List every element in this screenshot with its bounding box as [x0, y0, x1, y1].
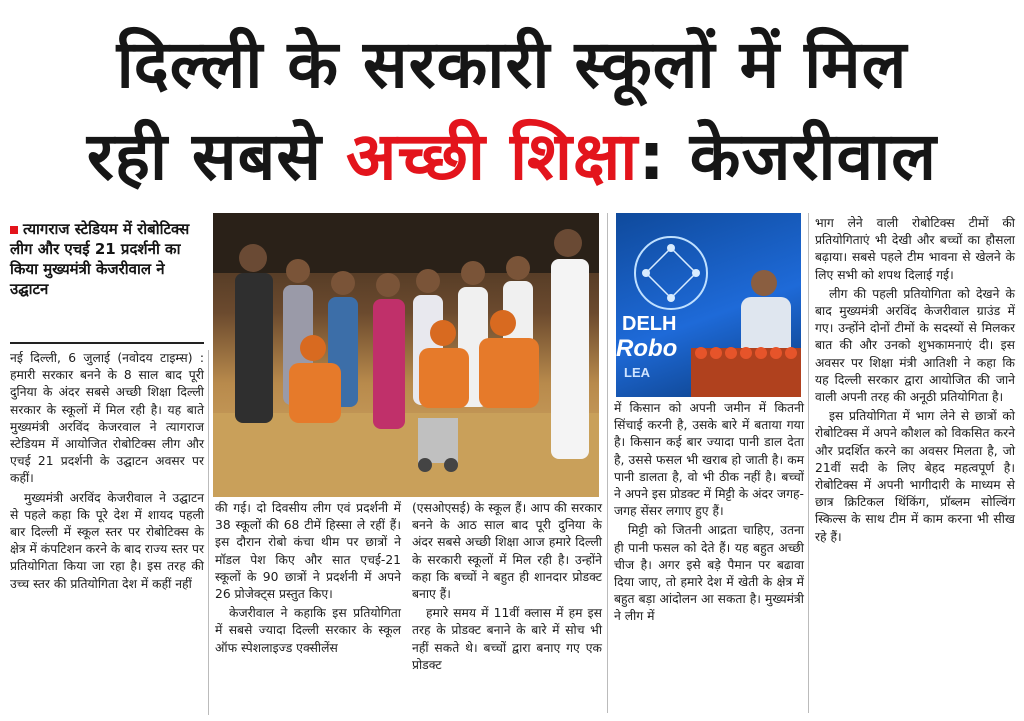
- headline-part-a: रही सबसे: [86, 118, 346, 195]
- subheading: [10, 219, 204, 299]
- paragraph: इस प्रतियोगिता में भाग लेने से छात्रों को रोबोटिक्स में अपने कौशल को विकसित करने और प्रदर्शित करने का अवसर मिलता है, जो 21वीं सदी के लिए बेहद महत्वपूर्ण है। रोबोटिक्स में अपनी भागीदारी के माध्यम से छात्र क्रिटिकल थिंकिंग, प्रॉब्लम सोल्विंग स्किल्स के साथ टीम में काम करना भी सीख रहे हैं।: [815, 409, 1015, 544]
- red-square-icon: [10, 226, 18, 234]
- column-separator: [808, 213, 809, 713]
- article-column-2: [215, 500, 401, 718]
- column-separator: [208, 350, 209, 715]
- headline-line-1: दिल्ली के सरकारी स्कूलों में मिल: [116, 26, 908, 103]
- photo-cm-speaking: [616, 213, 801, 397]
- paragraph: हमारे समय में 11वीं क्लास में हम इस तरह के प्रोडक्ट बनाने के बारे में सोच भी नहीं सकते थे। बच्चों द्वारा बनाए गए एक प्रोडक्ट: [412, 606, 602, 672]
- article-column-1: [10, 350, 204, 718]
- column-separator: [607, 213, 608, 713]
- headline-line-2: [0, 112, 1024, 202]
- headline-part-b: : केजरीवाल: [638, 118, 938, 195]
- banner-text-3: LEA: [624, 365, 650, 380]
- banner-text-2: Robo: [616, 335, 678, 362]
- paragraph: मुख्यमंत्री अरविंद केजरीवाल ने उद्घाटन से पहले कहा कि पूरे देश में शायद पहली बार दिल्ली में स्कूल स्तर पर रोबोटिक्स के क्षेत्र में कंपटिशन करने के बाद राज्य स्तर पर प्रतियोगिता किया जा रहा है। इस तरह की उच्च स्तर की प्रतियोगिता देश में कहीं नहीं: [10, 490, 204, 591]
- banner-text-1: DELH: [622, 313, 677, 335]
- paragraph: की गई। दो दिवसीय लीग एवं प्रदर्शनी में 38 स्कूलों की 68 टीमें हिस्सा ले रहीं हैं। इस दौरान रोबो कंचा थीम पर छात्रों ने मॉडल पेश किए और सात एचई-21 स्कूलों के 90 छात्रों ने प्रदर्शनी में अपने 26 प्रोजेक्ट्स प्रस्तुत किए।: [215, 501, 401, 602]
- article-column-3: [412, 500, 602, 718]
- article-column-4: [614, 400, 804, 718]
- paragraph: (एसओएसई) के स्कूल हैं। आप की सरकार बनने के आठ साल बाद पूरी दुनिया के अंदर सबसे अच्छी शिक्षा आज हमारे दिल्ली के सरकारी स्कूलों में मिल रही है। उन्होंने कहा कि बच्चों ने बहुत ही शानदार प्रोडक्ट बनाए हैं।: [412, 501, 602, 602]
- subheading-text: त्यागराज स्टेडियम में रोबोटिक्स लीग और एचई 21 प्रदर्शनी का किया मुख्यमंत्री केजरीवाल ने उद्घाटन: [10, 220, 190, 298]
- paragraph: केजरीवाल ने कहाकि इस प्रतियोगिता में सबसे ज्यादा दिल्ली सरकार के स्कूल ऑफ स्पेशलाइज्ड एक्सीलेंस: [215, 606, 401, 655]
- article-column-5: [815, 215, 1015, 718]
- paragraph: लीग की पहली प्रतियोगिता को देखने के बाद मुख्यमंत्री अरविंद केजरीवाल ग्राउंड में गए। उन्होंने दोनों टीमों के सदस्यों से मिलकर बात की और उनको शुभकामनाएं दी। इस अवसर पर शिक्षा मंत्री आतिशी ने कहा कि यह दिल्ली सरकार द्वारा आयोजित की जाने वाली अपनी तरह की अनूठी प्रतियोगिता है।: [815, 286, 1015, 405]
- paragraph: नई दिल्ली, 6 जुलाई (नवोदय टाइम्स) : हमारी सरकार बनने के 8 साल बाद पूरी दुनिया के अंदर सबसे अच्छी शिक्षा दिल्ली सरकार के स्कूलों में मिल रही है। यह बाते मुख्यमंत्री अरविंद केजरवाल ने त्यागराज स्टेडियम में आयोजित रोबोटिक्स लीग और एचई 21 प्रदर्शनी के उद्घाटन अवसर पर कहीं।: [10, 351, 204, 486]
- paragraph: भाग लेने वाली रोबोटिक्स टीमों की प्रतियोगिताएं भी देखी और बच्चों का हौसला बढ़ाया। सबसे पहले टीम भावना से खेलने के लिए सभी को शपथ दिलाई गई।: [815, 216, 1015, 282]
- paragraph: में किसान को अपनी जमीन में कितनी सिंचाई करनी है, उसके बारे में बताया गया है। किसान कई बार ज्यादा पानी डाल देता है, उससे फसल भी खराब हो जाती है। कम पानी डालता है, वो भी ठीक नहीं है। बच्चों ने अपने इस प्रोडक्ट में मिट्टी के अंदर जगह-जगह सेंसर लगाए हुए हैं।: [614, 401, 804, 519]
- headline-highlight: अच्छी शिक्षा: [345, 118, 639, 195]
- subheading-rule: [10, 342, 204, 344]
- photo-students-robotics: [213, 213, 599, 497]
- paragraph: मिट्टी को जितनी आद्रता चाहिए, उतना ही पानी फसल को देते हैं। यह बहुत अच्छी चीज है। अगर इसे बड़े पैमान पर बढावा दिया जाए, तो हमारे देश में खेती के क्षेत्र में बहुत बड़ा आंदोलन आ सकता है। मुख्यमंत्री ने लीग में: [614, 523, 804, 624]
- photo-illustration: [213, 213, 599, 497]
